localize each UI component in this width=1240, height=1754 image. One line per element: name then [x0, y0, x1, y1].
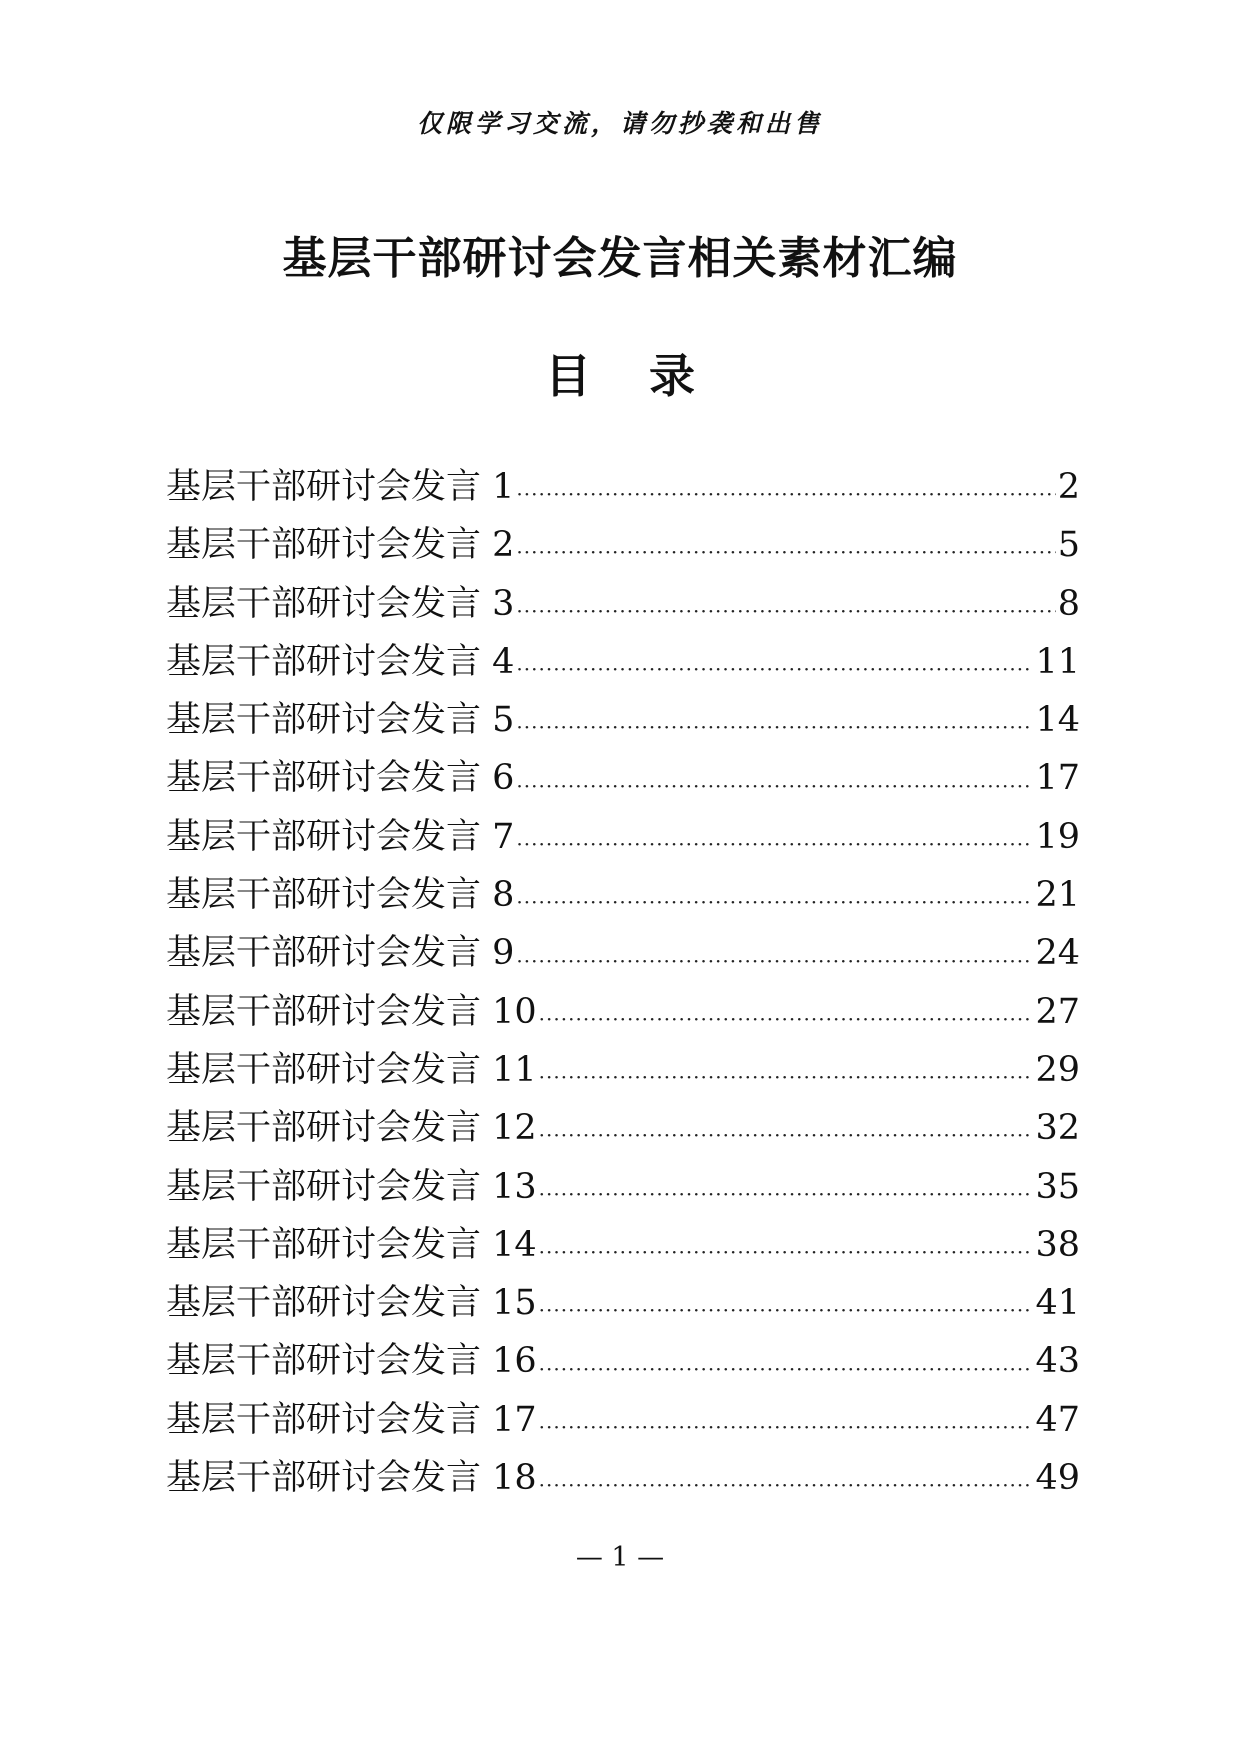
toc-entry[interactable] [166, 1042, 1080, 1100]
toc-entry-title: 基层干部研讨会发言 6 [166, 758, 515, 799]
toc-entry-page-number: 21 [1035, 875, 1080, 916]
table-of-contents [166, 459, 1080, 1508]
toc-entry[interactable] [166, 984, 1080, 1042]
toc-entry-page-number: 38 [1035, 1224, 1080, 1265]
page-number-footer: — 1 — [575, 1542, 665, 1573]
toc-entry-title: 基层干部研讨会发言 3 [166, 583, 515, 624]
toc-heading [0, 340, 1240, 406]
toc-entry-page-number: 19 [1035, 816, 1080, 857]
toc-entry-title: 基层干部研讨会发言 1 [166, 467, 515, 507]
toc-entry-title: 基层干部研讨会发言 5 [166, 700, 515, 741]
toc-dot-leader [516, 540, 1055, 564]
toc-dot-leader [539, 1415, 1034, 1439]
toc-entry[interactable] [166, 1275, 1080, 1333]
toc-entry[interactable] [166, 1392, 1080, 1450]
toc-entry-title: 基层干部研讨会发言 13 [166, 1166, 537, 1207]
toc-entry[interactable] [166, 576, 1080, 634]
toc-entry-page-number: 2 [1057, 467, 1080, 507]
toc-entry[interactable] [166, 634, 1080, 692]
toc-entry-title: 基层干部研讨会发言 17 [166, 1399, 537, 1440]
toc-dot-leader [539, 1298, 1034, 1322]
toc-dot-leader [516, 832, 1033, 856]
toc-dot-leader [516, 715, 1033, 739]
toc-entry[interactable] [166, 1159, 1080, 1217]
toc-entry[interactable] [166, 809, 1080, 867]
toc-dot-leader [516, 482, 1055, 506]
toc-entry[interactable] [166, 1217, 1080, 1275]
toc-dot-leader [539, 1065, 1034, 1089]
toc-entry-title: 基层干部研讨会发言 4 [166, 641, 515, 682]
toc-entry-page-number: 43 [1035, 1341, 1080, 1382]
toc-heading-right: 录 [649, 349, 695, 403]
toc-entry[interactable] [166, 459, 1080, 517]
toc-entry-title: 基层干部研讨会发言 14 [166, 1224, 537, 1265]
toc-entry-page-number: 14 [1035, 700, 1080, 741]
toc-dot-leader [516, 774, 1033, 798]
toc-entry-page-number: 17 [1035, 758, 1080, 799]
toc-dot-leader [539, 1357, 1034, 1381]
header-note: 仅限学习交流，请勿抄袭和出售 [416, 109, 823, 138]
toc-entry-page-number: 49 [1035, 1458, 1080, 1499]
toc-dot-leader [539, 1123, 1034, 1147]
toc-entry-page-number: 35 [1035, 1166, 1080, 1207]
toc-dot-leader [539, 1007, 1034, 1031]
toc-entry[interactable] [166, 517, 1080, 575]
toc-entry-title: 基层干部研讨会发言 7 [166, 816, 515, 857]
toc-dot-leader [516, 890, 1033, 914]
document-title: 基层干部研讨会发言相关素材汇编 [282, 233, 958, 284]
toc-entry-title: 基层干部研讨会发言 8 [166, 875, 515, 916]
toc-entry[interactable] [166, 1450, 1080, 1508]
toc-entry-title: 基层干部研讨会发言 15 [166, 1283, 537, 1324]
toc-entry-title: 基层干部研讨会发言 2 [166, 525, 515, 566]
toc-dot-leader [516, 599, 1055, 623]
toc-entry[interactable] [166, 925, 1080, 983]
toc-dot-leader [539, 1473, 1034, 1497]
toc-entry-page-number: 8 [1057, 583, 1080, 624]
toc-entry-page-number: 41 [1035, 1283, 1080, 1324]
toc-entry-page-number: 27 [1035, 991, 1080, 1032]
toc-entry[interactable] [166, 867, 1080, 925]
toc-entry-title: 基层干部研讨会发言 18 [166, 1458, 537, 1499]
toc-heading-left: 目 [545, 349, 591, 403]
toc-entry[interactable] [166, 692, 1080, 750]
toc-dot-leader [516, 949, 1033, 973]
toc-dot-leader [516, 657, 1033, 681]
toc-entry-page-number: 32 [1035, 1108, 1080, 1149]
toc-dot-leader [539, 1240, 1034, 1264]
toc-entry-title: 基层干部研讨会发言 10 [166, 991, 537, 1032]
toc-entry-page-number: 29 [1035, 1049, 1080, 1090]
toc-entry-title: 基层干部研讨会发言 16 [166, 1341, 537, 1382]
toc-dot-leader [539, 1182, 1034, 1206]
toc-entry-page-number: 24 [1035, 933, 1080, 974]
toc-entry[interactable] [166, 1100, 1080, 1158]
toc-entry-page-number: 47 [1035, 1399, 1080, 1440]
toc-entry-title: 基层干部研讨会发言 11 [166, 1049, 537, 1090]
toc-entry[interactable] [166, 750, 1080, 808]
toc-entry[interactable] [166, 1333, 1080, 1391]
toc-entry-title: 基层干部研讨会发言 9 [166, 933, 515, 974]
toc-entry-title: 基层干部研讨会发言 12 [166, 1108, 537, 1149]
toc-entry-page-number: 11 [1035, 641, 1080, 682]
toc-entry-page-number: 5 [1057, 525, 1080, 566]
